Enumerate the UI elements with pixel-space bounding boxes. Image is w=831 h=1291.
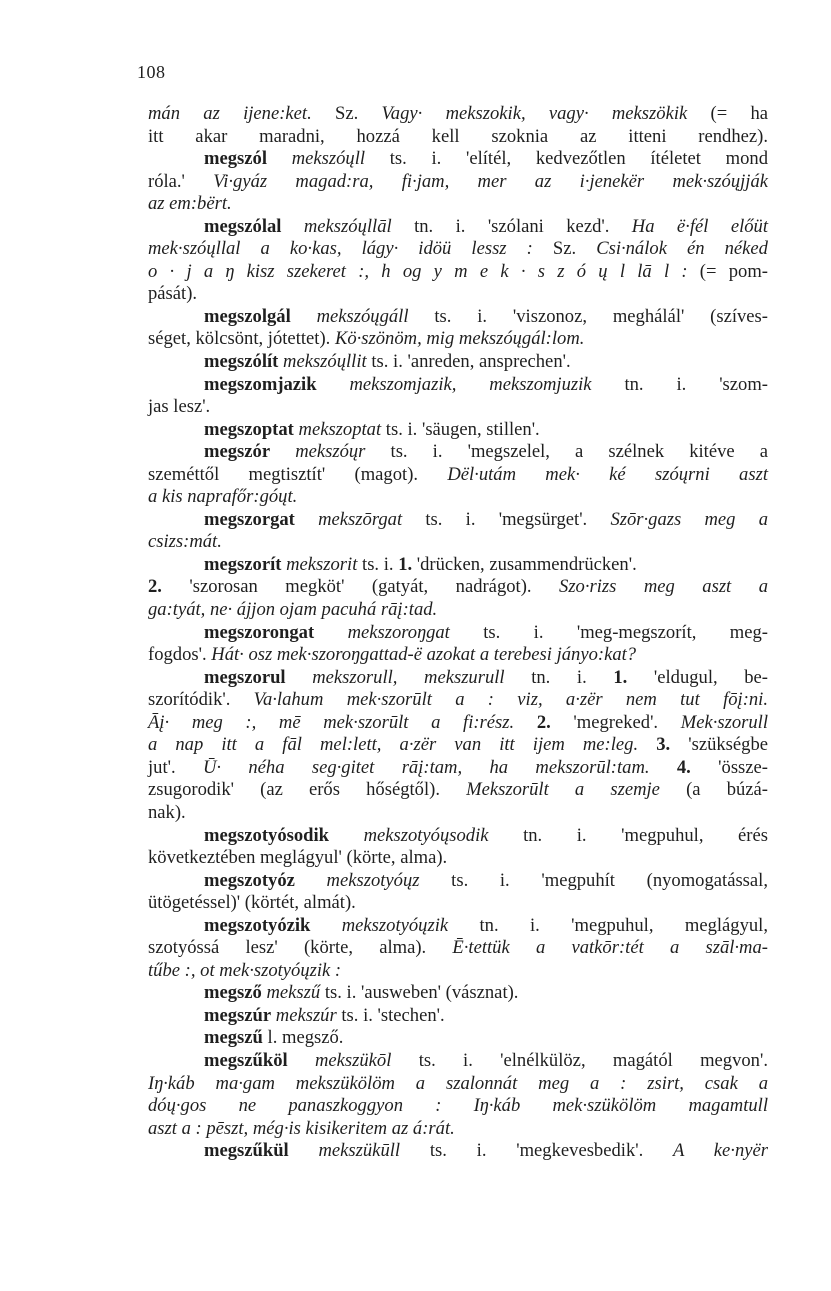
gloss-text bbox=[295, 870, 327, 891]
text-line bbox=[148, 757, 768, 780]
dialect-form: mekszükūll bbox=[318, 1140, 401, 1162]
gloss-text: tn. i. 'szom- bbox=[591, 373, 768, 395]
gloss-text bbox=[286, 667, 313, 688]
dialect-form: mekszóųllit bbox=[283, 351, 367, 373]
dialect-form: Csi·nálok én néked bbox=[596, 238, 768, 260]
headword: megszűkül bbox=[204, 1140, 289, 1162]
headword: megszorongat bbox=[204, 621, 315, 643]
text-line bbox=[148, 599, 768, 622]
gloss-text: ütögetéssel)' (körtét, almát). bbox=[148, 892, 356, 914]
gloss-text: szotyóssá lesz' (körte, alma). bbox=[148, 937, 453, 959]
headword: 4. bbox=[676, 756, 691, 778]
dialect-form: Ha ë·fél előüt bbox=[631, 215, 768, 237]
text-line bbox=[148, 396, 768, 419]
gloss-text: tn. i. 'szólani kezd'. bbox=[391, 215, 632, 237]
dialect-form: ga:tyát, ne· ájjon ojam pacuhá rāį:tad. bbox=[148, 599, 438, 621]
text-line bbox=[148, 1005, 768, 1028]
dialect-form: mekszotyóųz bbox=[326, 869, 420, 891]
text-line bbox=[148, 238, 768, 261]
dialect-form: Kö·szönöm, mig mekszóųgál:lom. bbox=[334, 328, 585, 350]
headword: megszotyóz bbox=[204, 869, 295, 891]
text-line bbox=[148, 531, 768, 554]
dialect-form: a kis naprafőr:góųt. bbox=[148, 486, 298, 508]
dialect-form: mekszotyóųzik bbox=[341, 914, 449, 936]
page-number: 108 bbox=[137, 62, 166, 82]
gloss-text: ts. i. 'megpuhít (nyomogatással, bbox=[419, 869, 768, 891]
gloss-text: Sz. bbox=[532, 238, 597, 260]
gloss-text: tn. i. bbox=[504, 666, 614, 688]
gloss-text: jut'. bbox=[148, 756, 203, 778]
headword: 1. bbox=[613, 666, 628, 688]
dialect-form: Szo·rizs meg aszt a bbox=[559, 576, 768, 598]
headword: megszolgál bbox=[204, 305, 291, 327]
dialect-form: Mek·szorull bbox=[680, 711, 768, 733]
dialect-form: Szōr·gazs meg a bbox=[610, 508, 768, 530]
headword: megszomjazik bbox=[204, 373, 317, 395]
dialect-form: A ke·nyër bbox=[673, 1140, 768, 1162]
gloss-text: 'megreked'. bbox=[550, 711, 681, 733]
text-line bbox=[148, 419, 768, 442]
dialect-form: dóų·gos ne panaszkoggyon : Iŋ·káb mek·szükölöm magamtull bbox=[148, 1095, 768, 1117]
gloss-text bbox=[289, 1140, 319, 1161]
gloss-text: l. megsző. bbox=[262, 1027, 344, 1049]
gloss-text: itt akar maradni, hozzá kell szoknia az itteni rendhez). bbox=[148, 125, 768, 147]
headword: megszúr bbox=[204, 1004, 272, 1026]
text-line bbox=[148, 576, 768, 599]
gloss-text: 'eldugul, be- bbox=[627, 666, 768, 688]
dialect-form: Āį· meg :, mē mek·szorūlt a fi:rész. bbox=[148, 711, 515, 733]
headword: 2. bbox=[148, 576, 162, 598]
gloss-text bbox=[295, 509, 318, 530]
dialect-form: mekszóųr bbox=[295, 441, 366, 463]
gloss-text: 'szorosan megköt' (gatyát, nadrágot). bbox=[161, 576, 560, 598]
gloss-text: pását). bbox=[148, 283, 198, 305]
text-line bbox=[148, 1073, 768, 1096]
text-line bbox=[148, 915, 768, 938]
dialect-form: mekszōrgat bbox=[318, 508, 403, 530]
gloss-text bbox=[281, 216, 303, 237]
gloss-text: zsugorodik' (az erős hőségtől). bbox=[148, 779, 467, 801]
gloss-text: 'össze- bbox=[690, 756, 768, 778]
text-line bbox=[148, 644, 768, 667]
dialect-form: mán az ijene:ket. bbox=[148, 103, 312, 124]
text-line bbox=[148, 306, 768, 329]
dialect-form: Ē·tettük a vatkōr:tét a szāl·ma- bbox=[452, 937, 768, 959]
gloss-text bbox=[314, 622, 347, 643]
text-line bbox=[148, 734, 768, 757]
gloss-text bbox=[310, 915, 341, 936]
gloss-text: ts. i. 'meg-megszorít, meg- bbox=[449, 621, 768, 643]
gloss-text: (= pom- bbox=[687, 260, 768, 282]
headword: megszól bbox=[204, 148, 267, 170]
text-line bbox=[148, 667, 768, 690]
text-line bbox=[148, 328, 768, 351]
gloss-text: róla.' bbox=[148, 170, 214, 192]
dialect-form: Mekszorūlt a szemje bbox=[466, 779, 660, 801]
dialect-form: mekszóųll bbox=[291, 148, 366, 170]
gloss-text: ts. i. 'megkevesbedik'. bbox=[400, 1140, 674, 1162]
text-line bbox=[148, 1050, 768, 1073]
text-line bbox=[148, 825, 768, 848]
text-line bbox=[148, 689, 768, 712]
dialect-form: Va·lahum mek·szorūlt a : viz, a·zër nem tut fōį:ni. bbox=[253, 689, 768, 711]
text-line bbox=[148, 148, 768, 171]
headword: megsző bbox=[204, 982, 262, 1004]
headword: 2. bbox=[536, 711, 551, 733]
dialect-form: mekszoptat bbox=[298, 418, 382, 440]
dialect-form: mekszoroŋgat bbox=[347, 621, 450, 643]
text-line bbox=[148, 351, 768, 374]
text-line bbox=[148, 937, 768, 960]
gloss-text: 'drücken, zusammendrücken'. bbox=[412, 553, 637, 575]
gloss-text bbox=[650, 757, 677, 778]
text-line bbox=[148, 847, 768, 870]
text-line bbox=[148, 554, 768, 577]
text-line bbox=[148, 193, 768, 216]
dialect-form: tűbe :, ot mek·szotyóųzik : bbox=[148, 959, 342, 981]
dialect-form: Vagy· mekszokik, vagy· mekszökik bbox=[381, 103, 688, 124]
dialect-form: mekszükōl bbox=[314, 1049, 392, 1071]
gloss-text bbox=[291, 306, 317, 327]
text-line bbox=[148, 103, 768, 126]
dialect-form: mekszorull, mekszurull bbox=[312, 666, 505, 688]
headword: megszorít bbox=[204, 553, 282, 575]
text-line bbox=[148, 712, 768, 735]
gloss-text: ts. i. 'megsürget'. bbox=[402, 508, 611, 530]
dialect-form: Iŋ·káb ma·gam mekszükölöm a szalonnát meg a : zsirt, csak a bbox=[148, 1072, 768, 1094]
gloss-text: ts. i. 'elítél, kedvezőtlen ítéletet mond bbox=[365, 148, 768, 170]
text-line bbox=[148, 1095, 768, 1118]
gloss-text bbox=[514, 712, 537, 733]
headword: megszűköl bbox=[204, 1049, 288, 1071]
text-line bbox=[148, 464, 768, 487]
gloss-text: séget, kölcsönt, jótettet). bbox=[148, 328, 335, 350]
dictionary-text-column bbox=[148, 103, 768, 1163]
headword: megszólal bbox=[204, 215, 282, 237]
dialect-form: az em:bërt. bbox=[148, 193, 232, 215]
gloss-text: (= ha bbox=[687, 103, 769, 124]
text-line bbox=[148, 216, 768, 239]
gloss-text: szorítódik'. bbox=[148, 689, 254, 711]
gloss-text: következtében meglágyul' (körte, alma). bbox=[148, 847, 448, 869]
gloss-text: 'szükségbe bbox=[670, 734, 769, 756]
text-line bbox=[148, 441, 768, 464]
dialect-form: Hát· osz mek·szoroŋgattad-ë azokat a terebesi jányo:kat? bbox=[211, 644, 637, 666]
text-line bbox=[148, 982, 768, 1005]
dialect-form: Dël·utám mek· ké szóųrni aszt bbox=[447, 463, 768, 485]
dialect-form: mekszorit bbox=[286, 553, 358, 575]
text-line bbox=[148, 126, 768, 149]
gloss-text: ts. i. 'anreden, ansprechen'. bbox=[366, 351, 571, 373]
gloss-text: (a búzá- bbox=[659, 779, 768, 801]
gloss-text bbox=[638, 734, 656, 755]
gloss-text: fogdos'. bbox=[148, 644, 212, 666]
headword: megszólít bbox=[204, 351, 279, 373]
dialect-form: mekszóųgáll bbox=[316, 305, 409, 327]
headword: megszotyózik bbox=[204, 914, 311, 936]
text-line bbox=[148, 960, 768, 983]
gloss-text: jas lesz'. bbox=[148, 396, 211, 418]
text-line bbox=[148, 779, 768, 802]
dialect-form: a nap itt a fāl mel:lett, a·zër van itt ijem me:leg. bbox=[148, 734, 639, 756]
text-line bbox=[148, 283, 768, 306]
dialect-form: mekszomjazik, mekszomjuzik bbox=[349, 373, 592, 395]
gloss-text: tn. i. 'megpuhul, érés bbox=[488, 824, 768, 846]
gloss-text: ts. i. 'elnélkülöz, magától megvon'. bbox=[391, 1049, 768, 1071]
dialect-form: aszt a : pēszt, még·is kisikeritem az á:rát. bbox=[148, 1117, 455, 1139]
gloss-text bbox=[288, 1050, 315, 1071]
dialect-form: mek·szóųllal a ko·kas, lágy· idöü lessz : bbox=[148, 238, 533, 260]
headword: megszór bbox=[204, 441, 271, 463]
headword: 3. bbox=[656, 734, 671, 756]
gloss-text bbox=[270, 441, 295, 462]
dialect-form: Ū· néha seg·gitet rāį:tam, ha mekszorūl:tam. bbox=[202, 756, 650, 778]
gloss-text: tn. i. 'megpuhul, meglágyul, bbox=[448, 914, 768, 936]
gloss-text bbox=[267, 148, 292, 169]
gloss-text: ts. i. 'säugen, stillen'. bbox=[381, 418, 540, 440]
headword: megszorul bbox=[204, 666, 286, 688]
gloss-text: nak). bbox=[148, 801, 186, 823]
dialect-form: mekszotyóųsodik bbox=[363, 824, 489, 846]
gloss-text: ts. i. 'megszelel, a szélnek kitéve a bbox=[365, 441, 769, 463]
dialect-form: mekszű bbox=[266, 982, 321, 1004]
headword: megszorgat bbox=[204, 508, 295, 530]
gloss-text: Sz. bbox=[311, 103, 382, 124]
gloss-text: ts. i. 'stechen'. bbox=[336, 1004, 445, 1026]
gloss-text bbox=[329, 825, 364, 846]
text-line bbox=[148, 802, 768, 825]
text-line bbox=[148, 486, 768, 509]
headword: megszű bbox=[204, 1027, 263, 1049]
dialect-form: mekszúr bbox=[275, 1004, 337, 1026]
gloss-text: ts. i. bbox=[357, 553, 399, 575]
headword: 1. bbox=[398, 553, 413, 575]
text-line bbox=[148, 622, 768, 645]
text-line bbox=[148, 892, 768, 915]
gloss-text bbox=[317, 374, 350, 395]
dialect-form: csizs:mát. bbox=[148, 531, 222, 553]
text-line bbox=[148, 171, 768, 194]
gloss-text: ts. i. 'ausweben' (vásznat). bbox=[320, 982, 519, 1004]
text-line bbox=[148, 1118, 768, 1141]
text-line bbox=[148, 1027, 768, 1050]
headword: megszoptat bbox=[204, 418, 294, 440]
dialect-form: o · j a ŋ kisz szekeret :, h og y m e k · s z ó ų l lā l : bbox=[148, 260, 688, 282]
text-line bbox=[148, 870, 768, 893]
text-line bbox=[148, 261, 768, 284]
gloss-text: szeméttől megtisztít' (magot). bbox=[148, 463, 448, 485]
text-line bbox=[148, 1140, 768, 1163]
gloss-text: ts. i. 'viszonoz, meghálál' (szíves- bbox=[408, 305, 768, 327]
headword: megszotyósodik bbox=[204, 824, 329, 846]
dialect-form: Vi·gyáz magad:ra, fi·jam, mer az i·jenekër mek·szóųjják bbox=[213, 170, 769, 192]
dialect-form: mekszóųllāl bbox=[303, 215, 392, 237]
text-line bbox=[148, 509, 768, 532]
text-line bbox=[148, 374, 768, 397]
